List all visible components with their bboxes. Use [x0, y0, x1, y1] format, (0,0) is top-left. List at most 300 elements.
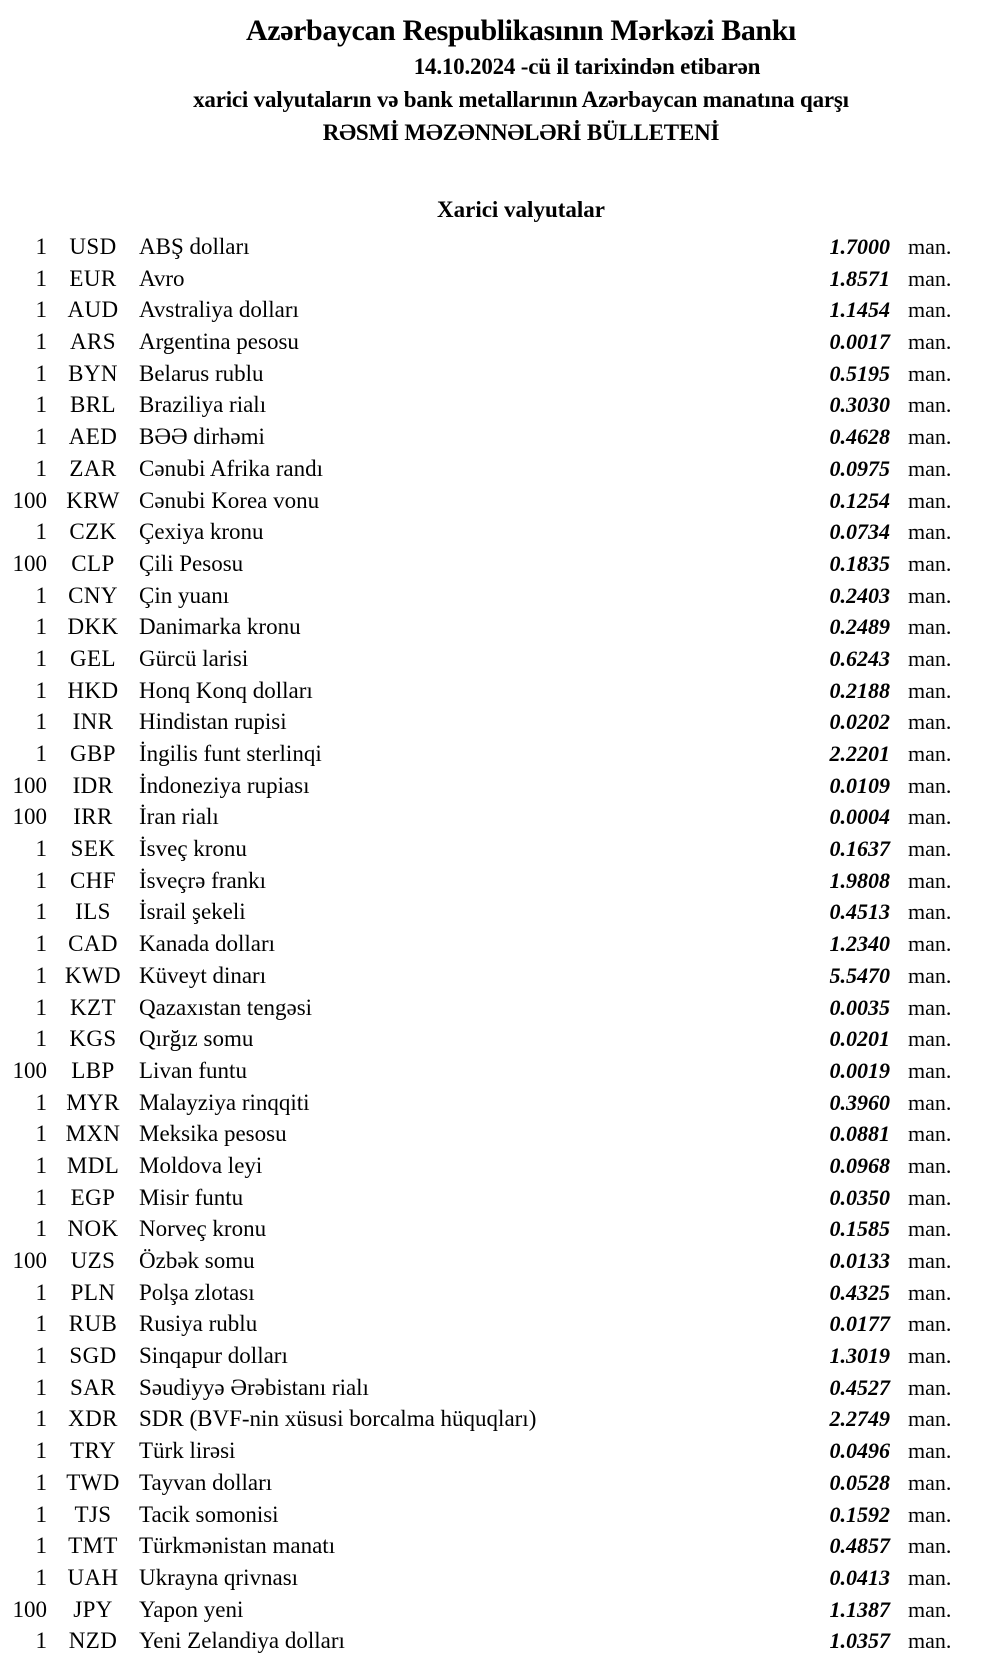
qty-cell: 1: [35, 1184, 47, 1210]
name-cell: Malayziya rinqqiti: [139, 1089, 310, 1115]
table-row: [0, 580, 1000, 612]
rate-cell: 0.0350: [829, 1184, 890, 1210]
name-cell: Polşa zlotası: [139, 1279, 255, 1305]
qty-cell: 1: [35, 1501, 47, 1527]
code-cell: CHF: [70, 867, 116, 893]
unit-cell: man.: [908, 1374, 952, 1400]
gap-cell: [890, 896, 908, 928]
rate-cell: 0.0968: [829, 1152, 890, 1178]
name-cell: Ukrayna qrivnası: [139, 1564, 299, 1590]
name-cell: Çin yuanı: [139, 582, 230, 608]
unit-cell: man.: [908, 582, 952, 608]
table-row: [0, 706, 1000, 738]
rate-cell: 2.2749: [829, 1406, 890, 1432]
code-cell: CAD: [68, 931, 118, 957]
code-cell: NZD: [68, 1628, 118, 1654]
table-row: [0, 516, 1000, 548]
rate-cell: 1.1454: [829, 297, 890, 323]
table-row: [0, 1245, 1000, 1277]
qty-cell: 1: [35, 1089, 47, 1115]
qty-cell: 1: [35, 519, 47, 545]
name-cell: İndoneziya rupiası: [139, 772, 310, 798]
gap-cell: [890, 358, 908, 390]
gap-cell: [890, 389, 908, 421]
name-cell: Livan funtu: [139, 1057, 247, 1083]
unit-cell: man.: [908, 550, 952, 576]
gap-cell: [890, 1403, 908, 1435]
rate-cell: 0.3030: [829, 392, 890, 418]
gap-cell: [890, 263, 908, 295]
rate-cell: 0.0202: [829, 709, 890, 735]
table-row: [0, 1118, 1000, 1150]
code-cell: HKD: [67, 677, 119, 703]
table-row: [0, 263, 1000, 295]
gap-cell: [890, 1150, 908, 1182]
code-cell: TJS: [74, 1501, 112, 1527]
code-cell: KWD: [64, 962, 122, 988]
gap-cell: [890, 421, 908, 453]
qty-cell: 1: [35, 1438, 47, 1464]
code-cell: EGP: [70, 1184, 116, 1210]
code-cell: KGS: [69, 1026, 117, 1052]
qty-cell: 100: [12, 550, 47, 576]
gap-cell: [890, 1182, 908, 1214]
rate-cell: 0.5195: [829, 360, 890, 386]
qty-cell: 1: [35, 1374, 47, 1400]
unit-cell: man.: [908, 614, 952, 640]
gap-cell: [890, 1499, 908, 1531]
table-row: [0, 1467, 1000, 1499]
rate-cell: 0.0017: [829, 329, 890, 355]
table-row: [0, 738, 1000, 770]
name-cell: İsrail şekeli: [139, 899, 246, 925]
qty-cell: 1: [35, 1311, 47, 1337]
name-cell: Tacik somonisi: [139, 1501, 279, 1527]
name-cell: Avro: [139, 265, 185, 291]
name-cell: Tayvan dolları: [139, 1469, 273, 1495]
code-cell: EUR: [69, 265, 117, 291]
table-row: [0, 358, 1000, 390]
rate-cell: 0.2489: [829, 614, 890, 640]
qty-cell: 100: [12, 772, 47, 798]
unit-cell: man.: [908, 455, 952, 481]
gap-cell: [890, 1435, 908, 1467]
name-cell: Küveyt dinarı: [139, 962, 267, 988]
unit-cell: man.: [908, 329, 952, 355]
unit-cell: man.: [908, 1311, 952, 1337]
qty-cell: 100: [12, 1248, 47, 1273]
unit-cell: man.: [908, 1279, 952, 1305]
name-cell: Sinqapur dolları: [139, 1343, 288, 1369]
table-row: [0, 453, 1000, 485]
rate-cell: 1.2340: [829, 931, 890, 957]
code-cell: LBP: [71, 1057, 115, 1083]
unit-cell: man.: [908, 297, 952, 323]
code-cell: RUB: [68, 1311, 118, 1337]
rate-cell: 0.0035: [829, 994, 890, 1020]
qty-cell: 1: [35, 1533, 47, 1559]
rate-cell: 1.3019: [829, 1343, 890, 1369]
rate-cell: 0.4628: [829, 424, 890, 450]
code-cell: AUD: [67, 297, 119, 323]
qty-cell: 1: [35, 709, 47, 735]
gap-cell: [890, 580, 908, 612]
qty-cell: 1: [35, 455, 47, 481]
code-cell: XDR: [68, 1406, 118, 1432]
name-cell: Rusiya rublu: [139, 1311, 258, 1337]
table-row: [0, 1308, 1000, 1340]
table-row: [0, 1499, 1000, 1531]
code-cell: BRL: [70, 392, 116, 418]
gap-cell: [890, 1087, 908, 1119]
name-cell: Cənubi Korea vonu: [139, 487, 320, 513]
unit-cell: man.: [908, 836, 952, 862]
name-cell: Kanada dolları: [139, 931, 276, 957]
effective-date-line: 14.10.2024 -cü il tarixindən etibarən: [413, 54, 761, 79]
qty-cell: 1: [35, 867, 47, 893]
gap-cell: [890, 960, 908, 992]
unit-cell: man.: [908, 1121, 952, 1147]
code-cell: KRW: [66, 487, 120, 513]
table-row: [0, 294, 1000, 326]
unit-cell: man.: [908, 1343, 952, 1369]
name-cell: Türkmənistan manatı: [139, 1533, 336, 1559]
name-cell: Moldova leyi: [139, 1152, 263, 1178]
rate-cell: 0.1637: [829, 836, 890, 862]
rate-cell: 2.2201: [829, 741, 890, 766]
gap-cell: [890, 801, 908, 833]
code-cell: GEL: [70, 645, 116, 671]
name-cell: Cənubi Afrika randı: [139, 455, 323, 481]
code-cell: USD: [69, 234, 117, 259]
unit-cell: man.: [908, 1026, 952, 1052]
table-row: [0, 643, 1000, 675]
qty-cell: 1: [35, 329, 47, 355]
table-row: [0, 611, 1000, 643]
qty-cell: 100: [12, 1057, 47, 1083]
name-cell: İsveçrə frankı: [139, 867, 267, 893]
table-row: [0, 1023, 1000, 1055]
qty-cell: 1: [35, 1406, 47, 1432]
gap-cell: [890, 294, 908, 326]
gap-cell: [890, 1023, 908, 1055]
code-cell: UAH: [67, 1564, 119, 1590]
name-cell: SDR (BVF-nin xüsusi borcalma hüquqları): [139, 1406, 537, 1432]
rate-cell: 1.0357: [829, 1628, 890, 1654]
rate-cell: 0.4513: [829, 899, 890, 925]
table-row: [0, 801, 1000, 833]
rate-cell: 0.0133: [829, 1248, 890, 1273]
gap-cell: [890, 770, 908, 802]
gap-cell: [890, 453, 908, 485]
unit-cell: man.: [908, 1438, 952, 1464]
table-row: [0, 421, 1000, 453]
gap-cell: [890, 231, 908, 263]
rate-cell: 0.0528: [829, 1469, 890, 1495]
qty-cell: 1: [35, 1469, 47, 1495]
gap-cell: [890, 865, 908, 897]
rate-cell: 0.0109: [829, 772, 890, 798]
gap-cell: [890, 548, 908, 580]
code-cell: TRY: [70, 1438, 116, 1464]
code-cell: CNY: [68, 582, 118, 608]
qty-cell: 100: [12, 1596, 47, 1622]
rate-cell: 0.6243: [829, 645, 890, 671]
unit-cell: man.: [908, 360, 952, 386]
code-cell: BYN: [68, 360, 118, 386]
unit-cell: man.: [908, 1152, 952, 1178]
qty-cell: 1: [35, 677, 47, 703]
rate-cell: 0.1585: [829, 1216, 890, 1242]
table-row: [0, 865, 1000, 897]
qty-cell: 1: [35, 1279, 47, 1305]
name-cell: Yapon yeni: [139, 1596, 244, 1622]
table-row: [0, 1340, 1000, 1372]
qty-cell: 1: [35, 234, 47, 259]
table-row: [0, 1087, 1000, 1119]
unit-cell: man.: [908, 392, 952, 418]
gap-cell: [890, 992, 908, 1024]
qty-cell: 1: [35, 899, 47, 925]
gap-cell: [890, 738, 908, 770]
name-cell: Özbək somu: [139, 1248, 255, 1273]
code-cell: ILS: [75, 899, 111, 925]
unit-cell: man.: [908, 1248, 952, 1273]
qty-cell: 1: [35, 582, 47, 608]
gap-cell: [890, 516, 908, 548]
bulletin-title: RƏSMİ MƏZƏNNƏLƏRİ BÜLLETENİ: [322, 120, 720, 145]
qty-cell: 1: [35, 836, 47, 862]
unit-cell: man.: [908, 1216, 952, 1242]
code-cell: JPY: [73, 1596, 113, 1622]
qty-cell: 1: [35, 614, 47, 640]
unit-cell: man.: [908, 1057, 952, 1083]
code-cell: MYR: [66, 1089, 120, 1115]
unit-cell: man.: [908, 1406, 952, 1432]
unit-cell: man.: [908, 1469, 952, 1495]
name-cell: Türk lirəsi: [139, 1438, 236, 1464]
name-cell: Norveç kronu: [139, 1216, 267, 1242]
qty-cell: 1: [35, 424, 47, 450]
unit-cell: man.: [908, 677, 952, 703]
qty-cell: 1: [35, 265, 47, 291]
rate-cell: 0.0004: [829, 804, 890, 830]
name-cell: Yeni Zelandiya dolları: [139, 1628, 345, 1654]
code-cell: UZS: [70, 1248, 116, 1273]
qty-cell: 1: [35, 994, 47, 1020]
table-row: [0, 231, 1000, 263]
gap-cell: [890, 1277, 908, 1309]
table-row: [0, 326, 1000, 358]
gap-cell: [890, 643, 908, 675]
unit-cell: man.: [908, 1089, 952, 1115]
rate-cell: 0.4325: [829, 1279, 890, 1305]
name-cell: Çili Pesosu: [139, 550, 244, 576]
table-row: [0, 485, 1000, 517]
page-title: Azərbaycan Respublikasının Mərkəzi Bankı: [246, 14, 796, 47]
qty-cell: 1: [35, 1216, 47, 1242]
unit-cell: man.: [908, 1533, 952, 1559]
table-row: [0, 1530, 1000, 1562]
rate-cell: 0.0496: [829, 1438, 890, 1464]
name-cell: Belarus rublu: [139, 360, 264, 386]
qty-cell: 1: [35, 1121, 47, 1147]
gap-cell: [890, 675, 908, 707]
table-row: [0, 833, 1000, 865]
name-cell: İsveç kronu: [139, 836, 247, 862]
table-row: [0, 1150, 1000, 1182]
code-cell: KZT: [70, 994, 116, 1020]
table-row: [0, 992, 1000, 1024]
qty-cell: 1: [35, 297, 47, 323]
gap-cell: [890, 1467, 908, 1499]
gap-cell: [890, 1245, 908, 1277]
rate-cell: 0.0734: [829, 519, 890, 545]
rate-cell: 0.0177: [829, 1311, 890, 1337]
name-cell: Qazaxıstan tengəsi: [139, 994, 313, 1020]
qty-cell: 1: [35, 392, 47, 418]
unit-cell: man.: [908, 741, 952, 766]
rate-cell: 0.0413: [829, 1564, 890, 1590]
table-row: [0, 1562, 1000, 1594]
rate-cell: 1.7000: [829, 234, 890, 259]
gap-cell: [890, 611, 908, 643]
code-cell: ZAR: [69, 455, 117, 481]
name-cell: Argentina pesosu: [139, 329, 299, 355]
unit-cell: man.: [908, 772, 952, 798]
unit-cell: man.: [908, 1628, 952, 1654]
name-cell: ABŞ dolları: [139, 234, 250, 259]
rate-cell: 1.9808: [829, 867, 890, 893]
name-cell: Braziliya rialı: [139, 392, 267, 418]
code-cell: CZK: [69, 519, 117, 545]
rate-cell: 0.0201: [829, 1026, 890, 1052]
rate-cell: 0.2188: [829, 677, 890, 703]
bulletin-subtitle: xarici valyutaların və bank metallarının Azərbaycan manatına qarşı: [193, 87, 849, 112]
code-cell: SGD: [69, 1343, 117, 1369]
table-row: [0, 928, 1000, 960]
rate-cell: 0.4857: [829, 1533, 890, 1559]
section-title-foreign-currencies: Xarici valyutalar: [437, 197, 605, 222]
code-cell: ARS: [70, 329, 116, 355]
unit-cell: man.: [908, 962, 952, 988]
rate-cell: 0.1254: [829, 487, 890, 513]
table-row: [0, 896, 1000, 928]
gap-cell: [890, 485, 908, 517]
gap-cell: [890, 1340, 908, 1372]
unit-cell: man.: [908, 487, 952, 513]
qty-cell: 1: [35, 645, 47, 671]
table-row: [0, 389, 1000, 421]
rate-cell: 1.8571: [829, 265, 890, 291]
name-cell: Honq Konq dolları: [139, 677, 313, 703]
name-cell: Meksika pesosu: [139, 1121, 287, 1147]
rate-cell: 0.0881: [829, 1121, 890, 1147]
unit-cell: man.: [908, 994, 952, 1020]
rates-table: [0, 231, 1000, 1657]
table-row: [0, 1625, 1000, 1657]
code-cell: IDR: [72, 772, 114, 798]
gap-cell: [890, 1308, 908, 1340]
qty-cell: 100: [12, 487, 47, 513]
table-row: [0, 675, 1000, 707]
code-cell: MDL: [66, 1152, 120, 1178]
table-row: [0, 770, 1000, 802]
qty-cell: 1: [35, 360, 47, 386]
name-cell: Səudiyyə Ərəbistanı rialı: [139, 1374, 369, 1400]
qty-cell: 1: [35, 931, 47, 957]
name-cell: Danimarka kronu: [139, 614, 301, 640]
gap-cell: [890, 1118, 908, 1150]
code-cell: GBP: [70, 741, 116, 766]
rate-cell: 0.3960: [829, 1089, 890, 1115]
code-cell: IRR: [73, 804, 113, 830]
code-cell: INR: [72, 709, 114, 735]
rate-cell: 0.0019: [829, 1057, 890, 1083]
rate-cell: 1.1387: [829, 1596, 890, 1622]
rate-cell: 0.0975: [829, 455, 890, 481]
rate-cell: 0.1835: [829, 550, 890, 576]
code-cell: NOK: [67, 1216, 119, 1242]
rate-cell: 0.1592: [829, 1501, 890, 1527]
unit-cell: man.: [908, 899, 952, 925]
unit-cell: man.: [908, 1564, 952, 1590]
unit-cell: man.: [908, 931, 952, 957]
gap-cell: [890, 1213, 908, 1245]
rate-cell: 0.2403: [829, 582, 890, 608]
table-row: [0, 1403, 1000, 1435]
gap-cell: [890, 1594, 908, 1626]
unit-cell: man.: [908, 265, 952, 291]
code-cell: PLN: [70, 1279, 116, 1305]
table-row: [0, 1277, 1000, 1309]
unit-cell: man.: [908, 424, 952, 450]
gap-cell: [890, 1372, 908, 1404]
rate-cell: 0.4527: [829, 1374, 890, 1400]
gap-cell: [890, 1625, 908, 1657]
name-cell: Misir funtu: [139, 1184, 244, 1210]
qty-cell: 1: [35, 741, 47, 766]
name-cell: Qırğız somu: [139, 1026, 254, 1052]
qty-cell: 1: [35, 1026, 47, 1052]
code-cell: CLP: [71, 550, 115, 576]
unit-cell: man.: [908, 645, 952, 671]
code-cell: DKK: [67, 614, 119, 640]
gap-cell: [890, 1055, 908, 1087]
name-cell: İran rialı: [139, 804, 219, 830]
code-cell: SEK: [70, 836, 116, 862]
name-cell: Avstraliya dolları: [139, 297, 299, 323]
qty-cell: 1: [35, 1152, 47, 1178]
unit-cell: man.: [908, 1501, 952, 1527]
code-cell: MXN: [65, 1121, 121, 1147]
bulletin-header: [0, 0, 1000, 149]
qty-cell: 1: [35, 1628, 47, 1654]
unit-cell: man.: [908, 1596, 952, 1622]
code-cell: AED: [68, 424, 118, 450]
gap-cell: [890, 326, 908, 358]
name-cell: Hindistan rupisi: [139, 709, 287, 735]
gap-cell: [890, 928, 908, 960]
qty-cell: 1: [35, 962, 47, 988]
name-cell: Çexiya kronu: [139, 519, 264, 545]
qty-cell: 100: [12, 804, 47, 830]
unit-cell: man.: [908, 519, 952, 545]
table-row: [0, 960, 1000, 992]
table-row: [0, 1435, 1000, 1467]
table-row: [0, 1055, 1000, 1087]
unit-cell: man.: [908, 234, 952, 259]
